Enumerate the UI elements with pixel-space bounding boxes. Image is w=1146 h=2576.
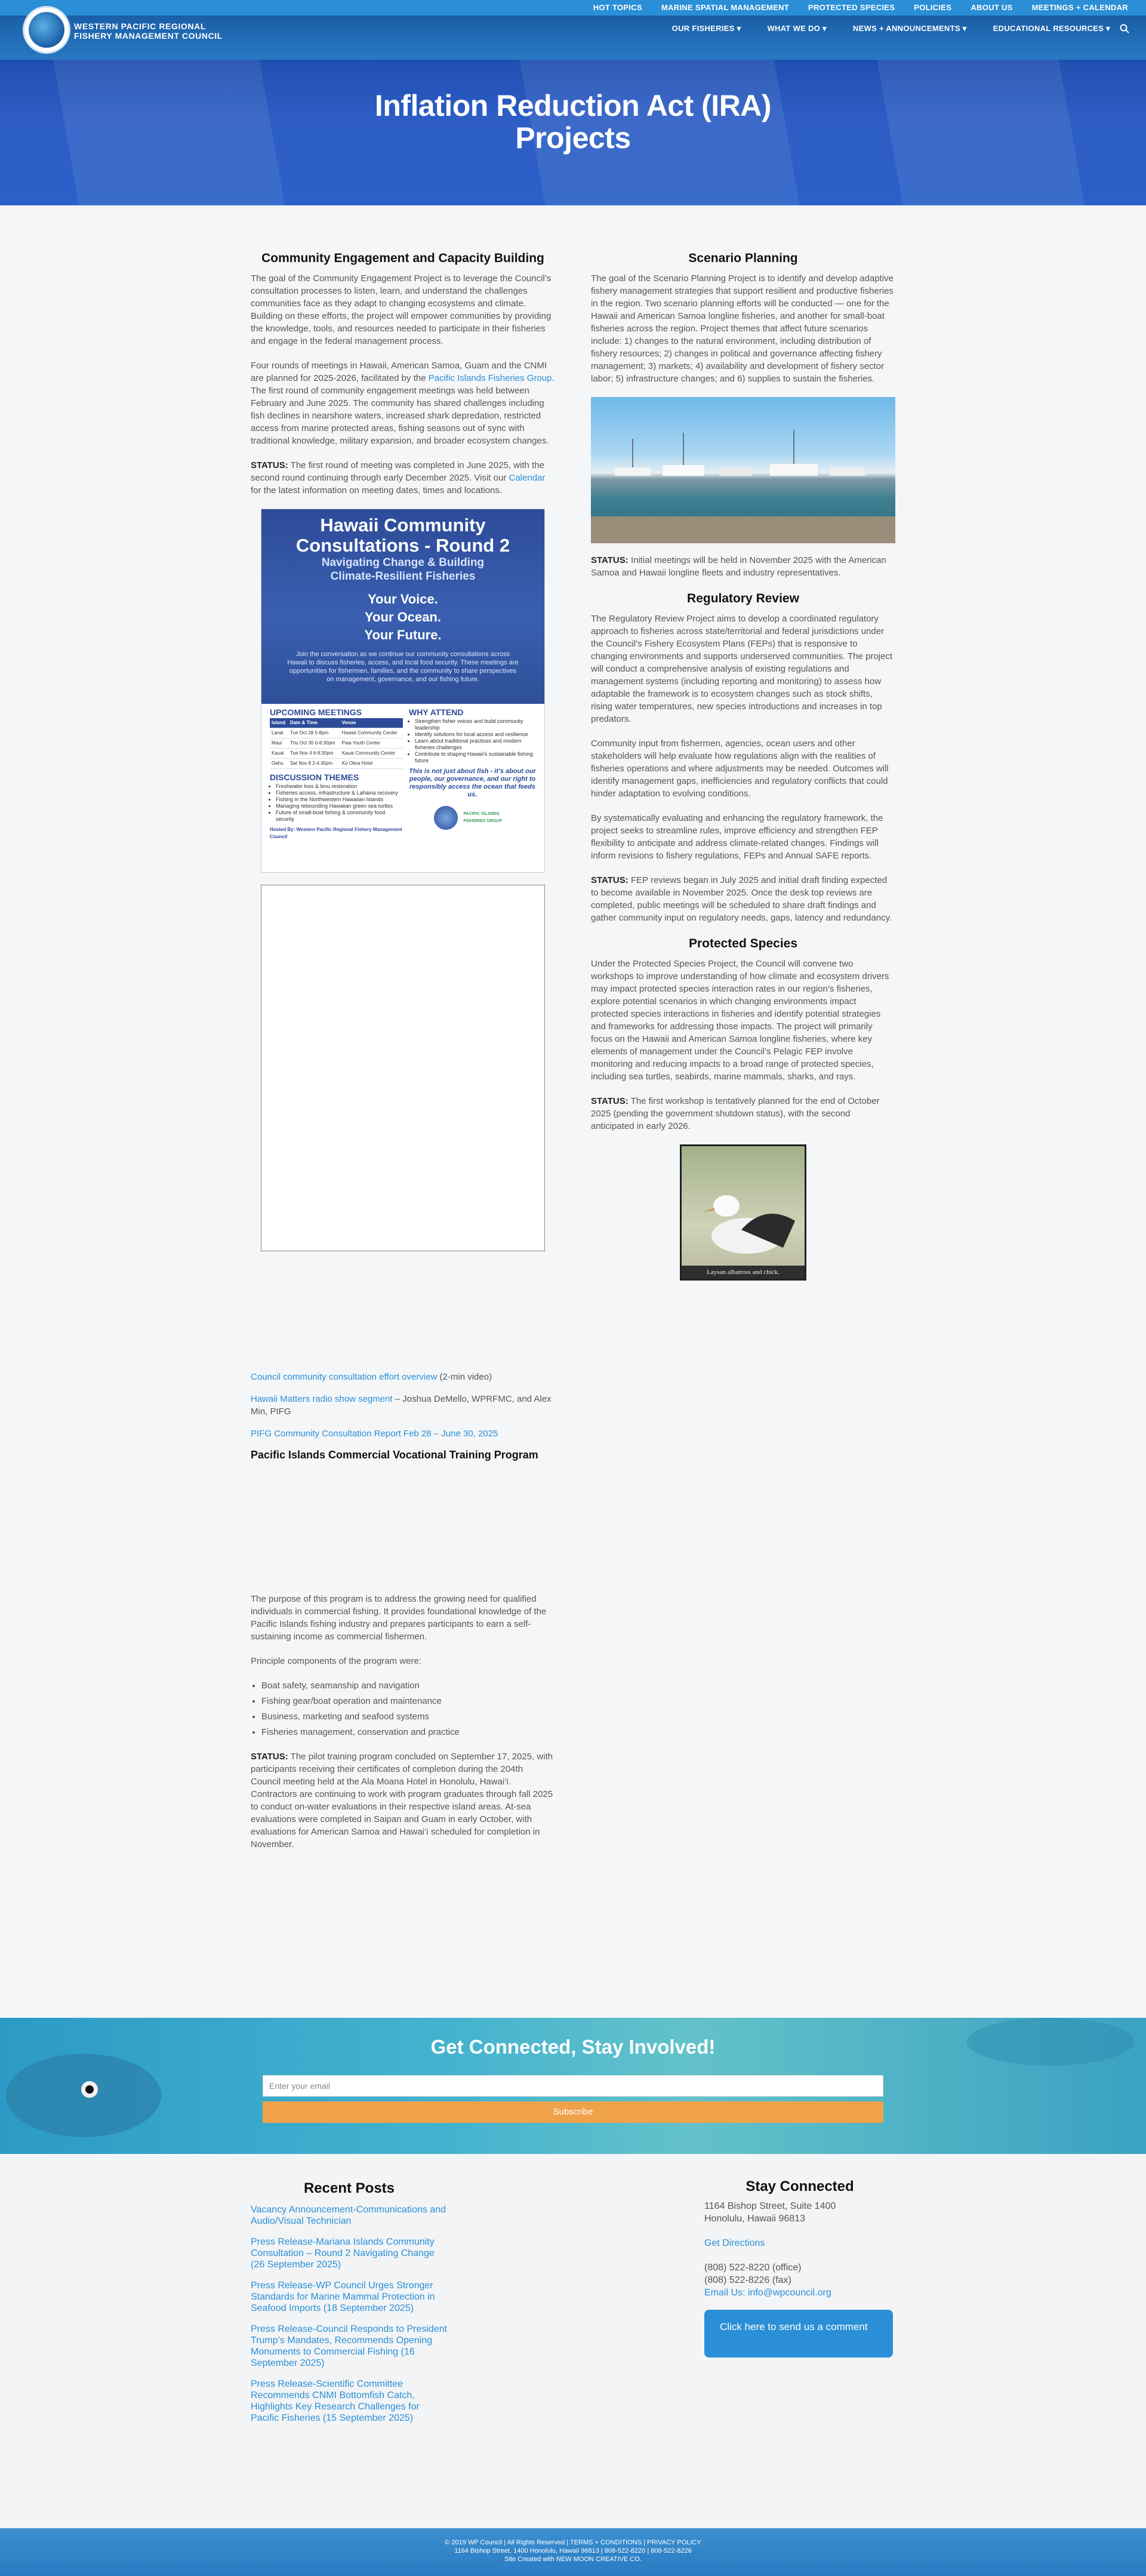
- site-credit: Site Created with NEW MOON CREATIVE CO.: [504, 2556, 642, 2563]
- org-name[interactable]: WESTERN PACIFIC REGIONAL FISHERY MANAGEMENT COUNCIL: [74, 21, 223, 41]
- nav-educational-resources[interactable]: EDUCATIONAL RESOURCES ▾: [993, 24, 1110, 33]
- scenario-paragraph: The goal of the Scenario Planning Project is to identify and develop adaptive fishery management strategies that support resilient and productive fisheries in the region. Two scenario planning efforts will be conducted — one for the Hawaii and American Samoa longline fisheries, and another for small-boat fisheries across the region. Project themes that affect future scenarios include: 1) changes to the natural environment, including distribution of fishery resources; 2) changes in political and governance affecting fishery management; 3) markets; 4) availability and development of fishery sector labor; 5) infrastructure changes; and 6) supplies to sustain the fisheries.: [591, 273, 894, 384]
- stay-connected: Stay Connected 1164 Bishop Street, Suite 1400 Honolulu, Hawaii 96813 Get Directions (808) 522-8220 (office) (808) 522-8226 (fax) Email Us: info@wpcouncil.org Click here to send us a comment: [704, 2180, 895, 2358]
- vocational-components-list: [251, 1679, 555, 1738]
- nav-news-announcements[interactable]: NEWS + ANNOUNCEMENTS ▾: [852, 24, 967, 33]
- list-item: • Fishing gear/boat operation and maintenance: [261, 1695, 555, 1707]
- directions-link[interactable]: Get Directions: [704, 2238, 765, 2248]
- council-seal: [434, 806, 458, 830]
- scenario-heading: Scenario Planning: [688, 251, 798, 265]
- recent-post-link[interactable]: Press Release-Mariana Islands Community Consultation – Round 2 Navigating Change (26 September 2025): [251, 2237, 435, 2270]
- top-link-meetings-calendar[interactable]: MEETINGS + CALENDAR: [1031, 3, 1128, 12]
- subscribe-button[interactable]: Subscribe: [263, 2101, 883, 2123]
- email-input[interactable]: Enter your email: [263, 2075, 883, 2097]
- table-row: Oahu Sat Nov 8 2-4:30pm Ko Olina Hotel: [270, 759, 403, 769]
- nav-what-we-do[interactable]: WHAT WE DO ▾: [767, 24, 827, 33]
- top-utility-bar: [0, 0, 1146, 16]
- table-row: Kauai Tue Nov 4 6-8:30pm Kauai Community Center: [270, 749, 403, 759]
- attend-list: • Strengthen fisher voices and build community leadership • Identify solutions for local access and resilience • Learn about traditional practices and modern fisheries challenges • Contribute to shaping Hawaii’s sustainable fishing future: [409, 718, 536, 764]
- search-icon[interactable]: [1120, 24, 1129, 33]
- top-link-protected-species[interactable]: PROTECTED SPECIES: [808, 3, 895, 12]
- regulatory-heading: Regulatory Review: [687, 592, 799, 605]
- address-line-2: Honolulu, Hawaii 96813: [704, 2214, 805, 2224]
- community-consultation-flyer: Hawaii Community Consultations - Round 2 Navigating Change & Building Climate-Resilient Fisheries Your Voice. Your Ocean. Your Future. Join the conversation as we continue our community consultations across Hawaii to discuss fisheries, access, and local food security. These meetings are opportunities for fishermen, families, and the community to share perspectives on management, governance, and our fishing future. UPCOMING MEETINGS Island Date & Time Venue Lanai Tue Oct 28 5-8pm Hawaii Community Center Maui Thu Oct 30 6-8:30pm Paia Youth Center Kauai Tue Nov 4 6-8:30pm Kauai Community Center Oahu Sat Nov 8 2-4:30pm Ko Olina Hotel DISCUSSION THEMES • Freshwater loss & limu restoration • Fisheries access, infrastructure & Lahaina recovery • Fishing in the Northwestern Hawaiian Islands • Managing rebounding Hawaiian green sea turtles • Future of small-boat fishing & community food security Hosted By: Western Pacific Regional Fishery Management Council WHY ATTEND • Strengthen fisher voices and build community leadership • Identify solutions for local access and resilience • Learn about traditional practices and modern fisheries challenges • Contribute to shaping Hawaii’s sustainable fishing future This is not just about fish - it’s about our people, our governance, and our right to responsibly access the ocean that feeds us. PACIFIC ISLANDS FISHERIES GROUP: [261, 509, 545, 873]
- regulatory-paragraph-2: Community input from fishermen, agencies, ocean users and other stakeholders will help evaluate how regulations align with the realities of fisheries operations and where adjustments may be needed. Outcomes will identify management gaps, inefficiencies and regulatory conflicts that could hinder adaptation to evolving conditions.: [591, 738, 889, 799]
- list-item: • Business, marketing and seafood systems: [261, 1710, 555, 1723]
- report-link[interactable]: PIFG Community Consultation Report Feb 28 – June 30, 2025: [251, 1429, 498, 1439]
- vocational-heading: Pacific Islands Commercial Vocational Training Program: [251, 1449, 538, 1461]
- list-item: • Boat safety, seamanship and navigation: [261, 1679, 555, 1692]
- subscribe-section: [0, 2018, 1146, 2154]
- protected-paragraph: Under the Protected Species Project, the Council will convene two workshops to improve understanding of how climate and ecosystem drivers may impact protected species interaction rates in our region’s fisheries, explore potential scenarios in which changing environments impact protected species interactions in fisheries and identify potential strategies and frameworks for addressing those impacts. The project will primarily focus on the Hawaii and American Samoa longline fisheries, where key elements of management under the Council’s Pelagic FEP involve monitoring and reducing impacts to a broad range of protected species, including sea turtles, seabirds, marine mammals, sharks, and rays.: [591, 959, 889, 1082]
- community-paragraph: The goal of the Community Engagement Project is to leverage the Council’s consultation processes to listen, learn, and understand the challenges communities face as they adapt to changing ecosystems and climate. Building on these efforts, the project will empower communities by providing the knowledge, tools, and resources needed to participate in their fisheries and engage in the federal management process.: [251, 273, 552, 346]
- pifg-link[interactable]: Pacific Islands Fisheries Group: [428, 373, 552, 383]
- right-column: [591, 251, 895, 1292]
- council-logo[interactable]: [23, 6, 70, 54]
- address-line-1: 1164 Bishop Street, Suite 1400: [704, 2201, 836, 2211]
- protected-heading: Protected Species: [688, 937, 798, 950]
- calendar-link[interactable]: Calendar: [509, 473, 546, 483]
- fax: (808) 522-8226 (fax): [704, 2275, 791, 2285]
- recent-posts: Recent Posts Vacancy Announcement-Communications and Audio/Visual Technician Press Release-Mariana Islands Community Consultation – Round 2 Navigating Change (26 September 2025) Press Release-WP Council Urges Stronger Standards for Marine Mammal Protection in Seafood Imports (18 September 2025) Press Release-Council Responds to President Trump’s Mandates, Recommends Opening Monuments to Commercial Fishing (16 September 2025) Press Release-Scientific Committee Recommends CNMI Bottomfish Catch, Highlights Key Research Challenges for Pacific Fisheries (15 September 2025): [251, 2180, 448, 2423]
- send-comment-button[interactable]: Click here to send us a comment: [704, 2310, 893, 2358]
- top-link-about-us[interactable]: ABOUT US: [971, 3, 1013, 12]
- recent-post-link[interactable]: Vacancy Announcement-Communications and Audio/Visual Technician: [251, 2205, 446, 2226]
- regulatory-paragraph-3: By systematically evaluating and enhancing the regulatory framework, the project seeks to streamline rules, improve efficiency and strengthen FEP flexibility to anticipate and address climate-related changes. Findings will inform revisions to fishery regulations, FEPs and Annual SAFE reports.: [591, 813, 883, 861]
- site-header: [0, 16, 1146, 60]
- recent-post-link[interactable]: Press Release-WP Council Urges Stronger Standards for Marine Mammal Protection in Seafood Imports (18 September 2025): [251, 2280, 435, 2313]
- copyright: © 2019 WP Council | All Rights Reserved | TERMS + CONDITIONS | PRIVACY POLICY: [445, 2539, 701, 2546]
- top-link-hot-topics[interactable]: HOT TOPICS: [593, 3, 642, 12]
- community-meetings-paragraph: Four rounds of meetings in Hawaii, American Samoa, Guam and the CNMI are planned for 2025-2026, facilitated by the Pacific Islands Fisheries Group. The first round of community engagement meetings was held between February and June 2025. The community has shared challenges including fish declines in nearshore waters, increased shark depredation, restricted access from marine protected areas, fishing seasons out of sync with traditional knowledge, military expansion, and broader ecosystem changes.: [251, 361, 554, 446]
- main-nav: [646, 24, 1110, 33]
- list-item: • Fisheries management, conservation and practice: [261, 1726, 555, 1738]
- resource-links: Council community consultation effort overview (2-min video) Hawaii Matters radio show segment – Joshua DeMello, WPRFMC, and Alex Min, PIFG PIFG Community Consultation Report Feb 28 – June 30, 2025: [251, 1372, 552, 1439]
- regulatory-paragraph-1: The Regulatory Review Project aims to develop a coordinated regulatory approach to fisheries across state/territorial and federal jurisdictions under the Council’s Fishery Ecosystem Plans (FEPs) that is responsive to changing environments and supports underserved communities. The project will conduct a comprehensive analysis of existing regulations and management systems (including reporting and monitoring) to assess how adaptable the framework is to ecosystem changes such as stock shifts, rising water temperatures, new species introductions and increases in top predators.: [591, 614, 893, 724]
- radio-link[interactable]: Hawaii Matters radio show segment: [251, 1394, 393, 1404]
- footer: [0, 2154, 1146, 2528]
- meetings-table: Island Date & Time Venue Lanai Tue Oct 28 5-8pm Hawaii Community Center Maui Thu Oct 30 6-8:30pm Paia Youth Center Kauai Tue Nov 4 6-8:30pm Kauai Community Center Oahu Sat Nov 8 2-4:30pm Ko Olina Hotel: [270, 718, 403, 769]
- albatross-photo: Laysan albatross and chick.: [680, 1144, 806, 1281]
- community-heading: Community Engagement and Capacity Building: [261, 251, 544, 265]
- regulatory-status: STATUS: FEP reviews began in July 2025 and initial draft finding expected to become available in November 2025. Once the desk top reviews are completed, public meetings will be scheduled to share draft findings and gather community input on regulatory needs, gaps, latency and redundancy.: [591, 875, 892, 923]
- themes-list: • Freshwater loss & limu restoration • Fisheries access, infrastructure & Lahaina recovery • Fishing in the Northwestern Hawaiian Islands • Managing rebounding Hawaiian green sea turtles • Future of small-boat fishing & community food security: [270, 783, 403, 823]
- community-status: STATUS: The first round of meeting was completed in June 2025, with the second round continuing through early December 2025. Visit our Calendar for the latest information on meeting dates, times and locations.: [251, 460, 546, 495]
- pifg-logo: PACIFIC ISLANDS FISHERIES GROUP: [463, 812, 503, 823]
- page-title: Inflation Reduction Act (IRA) Projects: [374, 89, 772, 155]
- top-link-marine-spatial[interactable]: MARINE SPATIAL MANAGEMENT: [661, 3, 790, 12]
- recent-post-link[interactable]: Press Release-Scientific Committee Recommends CNMI Bottomfish Catch, Highlights Key Research Challenges for Pacific Fisheries (15 September 2025): [251, 2379, 420, 2423]
- table-row: Lanai Tue Oct 28 5-8pm Hawaii Community Center: [270, 728, 403, 738]
- left-column: [251, 251, 555, 1863]
- vocational-status: STATUS: The pilot training program concluded on September 17, 2025, with participants receiving their certificates of completion during the 204th Council meeting held at the Ala Moana Hotel in Honolulu, Hawai‘i. Contractors are continuing to work with program graduates through fall 2025 to conduct on-water evaluations in their respective island areas. At-sea evaluations were completed in Saipan and Guam in early October, with evaluations for American Samoa and Hawai‘i scheduled for completion in November.: [251, 1752, 553, 1849]
- top-link-policies[interactable]: POLICIES: [914, 3, 952, 12]
- embedded-map-frame[interactable]: [261, 885, 545, 1251]
- video-link[interactable]: Council community consultation effort overview: [251, 1372, 438, 1382]
- scenario-status: STATUS: Initial meetings will be held in November 2025 with the American Samoa and Hawaii longline fleets and industry representatives.: [591, 555, 886, 578]
- phone: (808) 522-8220 (office): [704, 2263, 802, 2273]
- email-link[interactable]: Email Us: info@wpcouncil.org: [704, 2288, 831, 2298]
- nav-our-fisheries[interactable]: OUR FISHERIES ▾: [671, 24, 741, 33]
- vocational-paragraph: The purpose of this program is to address the growing need for qualified individuals in commercial fishing. It provides foundational knowledge of the Pacific Islands fishing industry and prepares participants to earn a self-sustaining income as commercial fishermen.: [251, 1594, 547, 1642]
- hero-banner: [0, 60, 1146, 205]
- recent-post-link[interactable]: Press Release-Council Responds to President Trump’s Mandates, Recommends Opening Monuments to Commercial Fishing (16 September 2025): [251, 2324, 448, 2368]
- bottom-bar: [0, 2528, 1146, 2576]
- footer-address: 1164 Bishop Street, 1400 Honolulu, Hawaii 96813 | 808-522-8220 | 808-522-8226: [454, 2547, 692, 2555]
- table-row: Maui Thu Oct 30 6-8:30pm Paia Youth Center: [270, 738, 403, 749]
- subscribe-heading: Get Connected, Stay Involved!: [430, 2036, 716, 2058]
- vocational-components-intro: Principle components of the program were:: [251, 1656, 421, 1666]
- marina-photo: [591, 397, 895, 543]
- protected-status: STATUS: The first workshop is tentatively planned for the end of October 2025 (pending the government shutdown status), with the second anticipated in early 2026.: [591, 1096, 880, 1131]
